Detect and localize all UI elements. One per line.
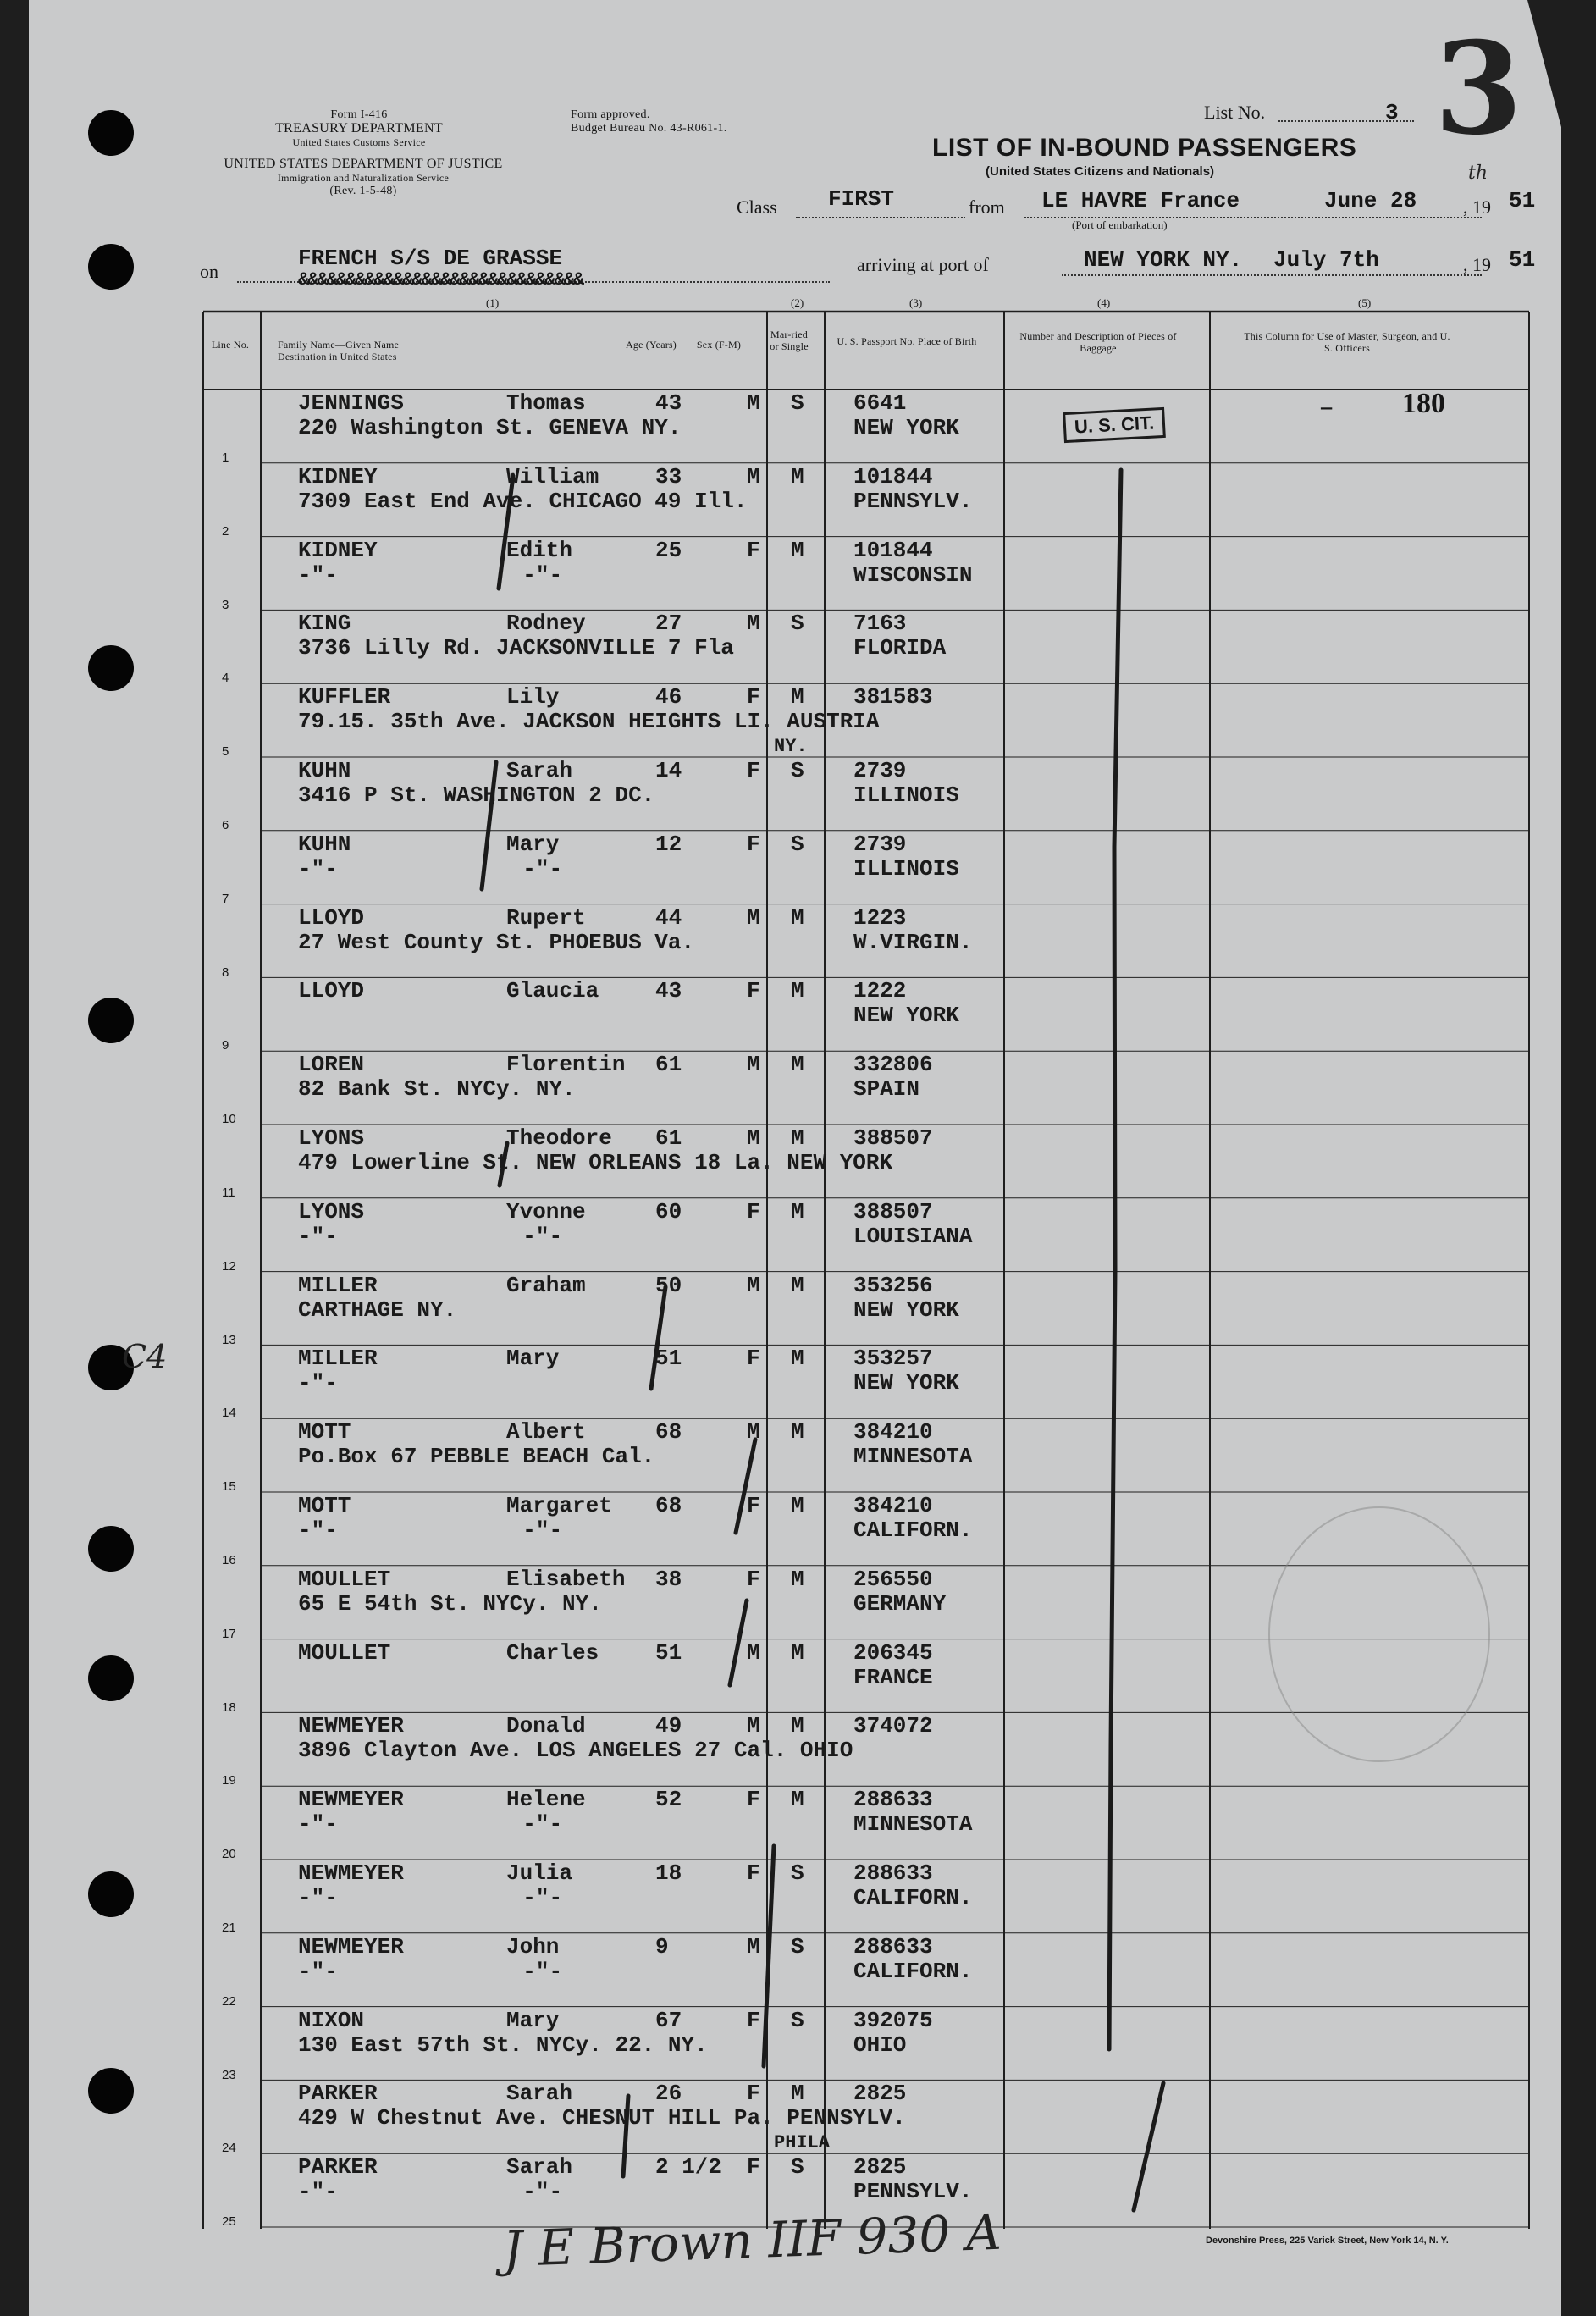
passenger-family-name: MOULLET (298, 1566, 391, 1592)
line-number: 18 (222, 1700, 236, 1715)
passenger-sex: F (747, 2007, 760, 2033)
line-number: 6 (222, 818, 229, 832)
passenger-family-name: KUHN (298, 831, 351, 857)
page-subtitle: (United States Citizens and Nationals) (986, 164, 1215, 179)
officer-dash: — (1321, 398, 1333, 419)
line-number: 4 (222, 671, 229, 686)
passenger-birthplace: MINNESOTA (853, 1444, 973, 1470)
from-year: 51 (1509, 188, 1536, 213)
passenger-given-name: Rupert (506, 904, 586, 931)
passenger-sex: F (747, 1566, 760, 1592)
passenger-marital: M (791, 1419, 804, 1445)
vessel-strike: &&&&&&&&&&&&&&&&&&&&&&&&&&&&&& (298, 269, 583, 290)
passenger-sex: M (747, 1639, 760, 1666)
passenger-passport: 7163 (853, 611, 907, 637)
passenger-family-name: MILLER (298, 1346, 378, 1372)
passenger-passport: 381583 (853, 684, 933, 710)
passenger-family-name: MOULLET (298, 1639, 391, 1666)
passenger-passport: 256550 (853, 1566, 933, 1592)
vessel-name: FRENCH S/S DE GRASSE (298, 246, 563, 271)
passenger-marital: M (791, 904, 804, 931)
passenger-sex: M (747, 1125, 760, 1151)
line-number: 22 (222, 1993, 236, 2009)
passenger-destination: 130 East 57th St. NYCy. 22. NY. (298, 2031, 708, 2058)
line-number: 19 (222, 1773, 236, 1788)
passenger-birthplace: PENNSYLV. (853, 2179, 973, 2205)
passenger-marital: S (791, 1933, 804, 1959)
passenger-birthplace: SPAIN (853, 1076, 920, 1103)
passenger-sex: F (747, 758, 760, 783)
col-header-name (278, 339, 566, 362)
officer-signature: J E Brown IIF 930 A (501, 2203, 1002, 2279)
arrival-port: NEW YORK NY. (1084, 247, 1243, 273)
line-number: 25 (222, 2214, 236, 2230)
passenger-passport: 1223 (853, 904, 907, 931)
passenger-passport: 353256 (853, 1272, 933, 1298)
passenger-passport: 206345 (853, 1639, 933, 1666)
dept-immigration: Immigration and Naturalization Service (277, 172, 450, 184)
margin-note: C4 (122, 1338, 168, 1375)
line-number: 7 (222, 891, 229, 906)
officer-note: 180 (1402, 388, 1445, 419)
passenger-age: 26 (655, 2081, 682, 2107)
passenger-age: 44 (655, 904, 682, 931)
passenger-given-name: John (506, 1933, 560, 1959)
col-index-5: (5) (1358, 296, 1372, 309)
passenger-sex: F (747, 1198, 760, 1224)
passenger-given-name: Lily (506, 684, 560, 710)
class-label: Class (737, 196, 777, 218)
class-value: FIRST (828, 186, 895, 212)
passenger-marital: M (791, 1272, 804, 1298)
passenger-given-name: William (506, 463, 599, 489)
passenger-marital: S (791, 831, 804, 857)
passenger-birthplace: NEW YORK (853, 415, 959, 440)
list-no-label: List No. (1204, 102, 1266, 123)
passenger-age: 46 (655, 684, 682, 710)
arrival-year: 51 (1509, 247, 1536, 273)
us-citizen-stamp: U. S. CIT. (1063, 407, 1166, 443)
passenger-destination: -"- -"- (298, 2179, 563, 2205)
passenger-age: 49 (655, 1713, 682, 1739)
col-header-name-line2: Destination in United States (278, 351, 397, 362)
passenger-given-name: Mary (506, 2007, 560, 2033)
passenger-destination: -"- -"- (298, 561, 563, 588)
passenger-destination: 7309 East End Ave. CHICAGO 49 Ill. (298, 488, 748, 514)
passenger-family-name: KIDNEY (298, 463, 378, 489)
arrival-year-prefix: , 19 (1463, 254, 1491, 275)
passenger-extra-note: NY. (774, 736, 808, 758)
passenger-birthplace: PENNSYLV. (853, 488, 973, 514)
passenger-destination: 27 West County St. PHOEBUS Va. (298, 929, 695, 955)
passenger-birthplace: FRANCE (853, 1664, 933, 1690)
passenger-family-name: JENNINGS (298, 390, 404, 416)
passenger-age: 50 (655, 1272, 682, 1298)
passenger-destination: -"- -"- (298, 1811, 563, 1838)
col-header-married: Mar-ried or Single (770, 329, 809, 352)
printer-footer: Devonshire Press, 225 Varick Street, New York 14, N. Y. (1206, 2236, 1449, 2246)
line-number: 12 (222, 1258, 236, 1274)
passenger-sex: M (747, 1419, 760, 1445)
passenger-marital: S (791, 611, 804, 637)
passenger-age: 38 (655, 1566, 682, 1592)
passenger-given-name: Sarah (506, 2154, 573, 2181)
port-caption: (Port of embarkation) (1072, 218, 1168, 231)
form-revision: (Rev. 1-5-48) (329, 185, 397, 197)
passenger-passport: 2825 (853, 2154, 907, 2181)
passenger-marital: M (791, 537, 804, 563)
passenger-given-name: Donald (506, 1713, 586, 1739)
passenger-destination: 429 W Chestnut Ave. CHESNUT HILL Pa. PENNSYLV. (298, 2105, 906, 2131)
passenger-age: 2 1/2 (655, 2154, 722, 2181)
passenger-destination: 79.15. 35th Ave. JACKSON HEIGHTS LI. AUSTRIA (298, 709, 880, 735)
passenger-age: 52 (655, 1787, 682, 1813)
passenger-marital: M (791, 1198, 804, 1224)
passenger-birthplace: FLORIDA (853, 635, 947, 661)
passenger-marital: M (791, 1639, 804, 1666)
form-approved: Form approved. (571, 108, 650, 121)
passenger-family-name: NIXON (298, 2007, 365, 2033)
passenger-birthplace: NEW YORK (853, 1370, 959, 1396)
passenger-given-name: Graham (506, 1272, 586, 1298)
passenger-passport: 288633 (853, 1860, 933, 1886)
passenger-age: 9 (655, 1933, 669, 1959)
passenger-marital: M (791, 1713, 804, 1739)
passenger-destination: 3896 Clayton Ave. LOS ANGELES 27 Cal. OHIO (298, 1738, 853, 1764)
passenger-family-name: LOREN (298, 1052, 365, 1078)
line-number: 20 (222, 1847, 236, 1862)
passenger-given-name: Elisabeth (506, 1566, 626, 1592)
passenger-passport: 392075 (853, 2007, 933, 2033)
passenger-extra-note: PHILA (774, 2132, 831, 2154)
passenger-passport: 374072 (853, 1713, 933, 1739)
passenger-marital: M (791, 1493, 804, 1518)
passenger-sex: M (747, 463, 760, 489)
passenger-age: 61 (655, 1052, 682, 1078)
passenger-marital: M (791, 463, 804, 489)
line-number: 21 (222, 1921, 236, 1935)
line-number: 13 (222, 1332, 236, 1347)
passenger-destination: 3416 P St. WASHINGTON 2 DC. (298, 782, 655, 808)
passenger-sex: M (747, 904, 760, 931)
line-number: 9 (222, 1038, 229, 1053)
passenger-sex: F (747, 2081, 760, 2107)
passenger-passport: 2739 (853, 758, 907, 783)
passenger-given-name: Rodney (506, 611, 586, 637)
passenger-passport: 388507 (853, 1198, 933, 1224)
passenger-family-name: LYONS (298, 1125, 365, 1151)
passenger-marital: S (791, 2154, 804, 2181)
col-index-3: (3) (909, 296, 923, 309)
line-number: 2 (222, 523, 229, 539)
passenger-given-name: Thomas (506, 390, 586, 416)
passenger-sex: M (747, 1933, 760, 1959)
line-number: 5 (222, 744, 229, 760)
passenger-sex: M (747, 1052, 760, 1078)
passenger-birthplace: GERMANY (853, 1590, 947, 1617)
passenger-passport: 288633 (853, 1787, 933, 1813)
passenger-birthplace: OHIO (853, 2031, 907, 2058)
passenger-marital: M (791, 1787, 804, 1813)
passenger-family-name: KUHN (298, 758, 351, 783)
passenger-given-name: Charles (506, 1639, 599, 1666)
passenger-sex: F (747, 1493, 760, 1518)
passenger-destination: Po.Box 67 PEBBLE BEACH Cal. (298, 1444, 655, 1470)
passenger-destination: 65 E 54th St. NYCy. NY. (298, 1590, 602, 1617)
passenger-passport: 384210 (853, 1419, 933, 1445)
passenger-marital: M (791, 684, 804, 710)
col-index-2: (2) (791, 296, 804, 309)
passenger-given-name: Sarah (506, 2081, 573, 2107)
passenger-birthplace: ILLINOIS (853, 782, 959, 808)
handwritten-list-number: 3 (1434, 14, 1523, 163)
passenger-age: 25 (655, 537, 682, 563)
passenger-birthplace: CALIFORN. (853, 1517, 973, 1543)
passenger-given-name: Sarah (506, 758, 573, 783)
passenger-age: 51 (655, 1346, 682, 1372)
dept-treasury: TREASURY DEPARTMENT (275, 121, 443, 135)
passenger-sex: F (747, 978, 760, 1004)
passenger-marital: M (791, 1052, 804, 1078)
passenger-destination: -"- -"- (298, 1885, 563, 1910)
passenger-age: 61 (655, 1125, 682, 1151)
passenger-family-name: PARKER (298, 2081, 378, 2107)
col-index-4: (4) (1097, 296, 1111, 309)
arriving-label: arriving at port of (857, 254, 989, 275)
line-number: 15 (222, 1479, 236, 1495)
passenger-age: 67 (655, 2007, 682, 2033)
passenger-marital: M (791, 1125, 804, 1151)
line-number: 17 (222, 1626, 236, 1641)
passenger-family-name: NEWMEYER (298, 1860, 404, 1886)
dept-customs: United States Customs Service (292, 136, 426, 148)
budget-bureau: Budget Bureau No. 43-R061-1. (571, 122, 727, 135)
passenger-destination: CARTHAGE NY. (298, 1296, 457, 1323)
line-number: 3 (222, 597, 229, 612)
passenger-age: 33 (655, 463, 682, 489)
passenger-age: 12 (655, 831, 682, 857)
passenger-family-name: PARKER (298, 2154, 378, 2181)
passenger-given-name: Margaret (506, 1493, 612, 1518)
passenger-given-name: Theodore (506, 1125, 612, 1151)
passenger-marital: S (791, 1860, 804, 1886)
passenger-given-name: Mary (506, 1346, 560, 1372)
passenger-birthplace: LOUISIANA (853, 1223, 973, 1249)
passenger-sex: F (747, 537, 760, 563)
passenger-family-name: LLOYD (298, 904, 365, 931)
from-date: June 28 (1324, 188, 1417, 213)
passenger-passport: 6641 (853, 390, 907, 416)
col-header-officers: This Column for Use of Master, Surgeon, and U. S. Officers (1244, 330, 1450, 354)
passenger-family-name: KING (298, 611, 351, 637)
line-number: 23 (222, 2067, 236, 2082)
passenger-family-name: MILLER (298, 1272, 378, 1298)
line-number: 10 (222, 1112, 236, 1127)
passenger-passport: 388507 (853, 1125, 933, 1151)
passenger-family-name: LLOYD (298, 978, 365, 1004)
passenger-given-name: Mary (506, 831, 560, 857)
passenger-destination: -"- -"- (298, 1517, 563, 1543)
list-no-value: 3 (1385, 100, 1399, 125)
col-header-age: Age (Years) (626, 339, 677, 351)
passenger-marital: M (791, 1346, 804, 1372)
col-header-name-line1: Family Name—Given Name (278, 339, 400, 351)
passenger-destination: -"- -"- (298, 1958, 563, 1984)
passenger-destination: -"- (298, 1370, 338, 1396)
passenger-passport: 353257 (853, 1346, 933, 1372)
passenger-passport: 288633 (853, 1933, 933, 1959)
passenger-destination: -"- -"- (298, 1223, 563, 1249)
passenger-age: 18 (655, 1860, 682, 1886)
passenger-marital: S (791, 390, 804, 416)
passenger-passport: 2825 (853, 2081, 907, 2107)
passenger-passport: 384210 (853, 1493, 933, 1518)
passenger-given-name: Albert (506, 1419, 586, 1445)
line-number: 8 (222, 965, 229, 980)
passenger-destination: -"- -"- (298, 855, 563, 882)
on-label: on (200, 261, 218, 282)
passenger-passport: 101844 (853, 537, 933, 563)
passenger-sex: M (747, 1272, 760, 1298)
passenger-sex: M (747, 390, 760, 416)
passenger-passport: 1222 (853, 978, 907, 1004)
form-number: Form I-416 (330, 108, 388, 121)
passenger-given-name: Edith (506, 537, 573, 563)
passenger-age: 14 (655, 758, 682, 783)
col-header-baggage: Number and Description of Pieces of Baggage (1019, 330, 1177, 354)
passenger-given-name: Glaucia (506, 978, 599, 1004)
passenger-birthplace: ILLINOIS (853, 855, 959, 882)
passenger-birthplace: NEW YORK (853, 1003, 959, 1029)
passenger-age: 68 (655, 1493, 682, 1518)
passenger-birthplace: NEW YORK (853, 1296, 959, 1323)
passenger-age: 43 (655, 390, 682, 416)
passenger-sex: F (747, 831, 760, 857)
passenger-sex: F (747, 1787, 760, 1813)
passenger-passport: 101844 (853, 463, 933, 489)
page-title: LIST OF IN-BOUND PASSENGERS (932, 134, 1357, 162)
from-year-prefix: , 19 (1463, 196, 1491, 218)
passenger-family-name: NEWMEYER (298, 1713, 404, 1739)
passenger-family-name: MOTT (298, 1419, 351, 1445)
passenger-age: 43 (655, 978, 682, 1004)
handwritten-list-suffix: th (1468, 163, 1488, 184)
arrival-date: July 7th (1273, 247, 1379, 273)
passenger-age: 68 (655, 1419, 682, 1445)
passenger-destination: 479 Lowerline St. NEW ORLEANS 18 La. NEW YORK (298, 1150, 893, 1175)
passenger-marital: M (791, 1566, 804, 1592)
passenger-sex: M (747, 611, 760, 637)
line-number: 16 (222, 1553, 236, 1567)
col-header-line-no: Line No. (211, 339, 250, 351)
passenger-destination: 220 Washington St. GENEVA NY. (298, 415, 682, 440)
passenger-given-name: Julia (506, 1860, 573, 1886)
passenger-given-name: Helene (506, 1787, 586, 1813)
passenger-marital: M (791, 978, 804, 1004)
passenger-destination: 3736 Lilly Rd. JACKSONVILLE 7 Fla (298, 635, 734, 661)
passenger-birthplace: WISCONSIN (853, 561, 973, 588)
passenger-birthplace: MINNESOTA (853, 1811, 973, 1838)
line-number: 24 (222, 2141, 236, 2156)
passenger-birthplace: CALIFORN. (853, 1958, 973, 1984)
from-port: LE HAVRE France (1041, 188, 1240, 213)
line-number: 11 (222, 1186, 235, 1200)
manifest-sheet (29, 0, 1561, 2316)
passenger-family-name: KIDNEY (298, 537, 378, 563)
passenger-sex: F (747, 1860, 760, 1886)
passenger-family-name: KUFFLER (298, 684, 391, 710)
col-index-1: (1) (486, 296, 500, 309)
from-label: from (969, 196, 1005, 218)
passenger-sex: F (747, 684, 760, 710)
line-number: 14 (222, 1406, 236, 1421)
passenger-sex: M (747, 1713, 760, 1739)
passenger-marital: M (791, 2081, 804, 2107)
passenger-family-name: MOTT (298, 1493, 351, 1518)
passenger-marital: S (791, 758, 804, 783)
passenger-family-name: NEWMEYER (298, 1787, 404, 1813)
passenger-family-name: NEWMEYER (298, 1933, 404, 1959)
passenger-family-name: LYONS (298, 1198, 365, 1224)
passenger-age: 51 (655, 1639, 682, 1666)
dept-justice: UNITED STATES DEPARTMENT OF JUSTICE (224, 157, 503, 171)
col-header-sex: Sex (F-M) (696, 339, 742, 351)
passenger-birthplace: W.VIRGIN. (853, 929, 973, 955)
passenger-sex: F (747, 1346, 760, 1372)
passenger-passport: 2739 (853, 831, 907, 857)
passenger-marital: S (791, 2007, 804, 2033)
passenger-sex: F (747, 2154, 760, 2181)
passenger-passport: 332806 (853, 1052, 933, 1078)
passenger-destination: 82 Bank St. NYCy. NY. (298, 1076, 576, 1103)
passenger-age: 27 (655, 611, 682, 637)
passenger-birthplace: CALIFORN. (853, 1885, 973, 1910)
col-header-passport: U. S. Passport No. Place of Birth (837, 335, 977, 347)
line-number: 1 (222, 450, 229, 465)
passenger-age: 60 (655, 1198, 682, 1224)
passenger-given-name: Yvonne (506, 1198, 586, 1224)
passenger-given-name: Florentin (506, 1052, 626, 1078)
